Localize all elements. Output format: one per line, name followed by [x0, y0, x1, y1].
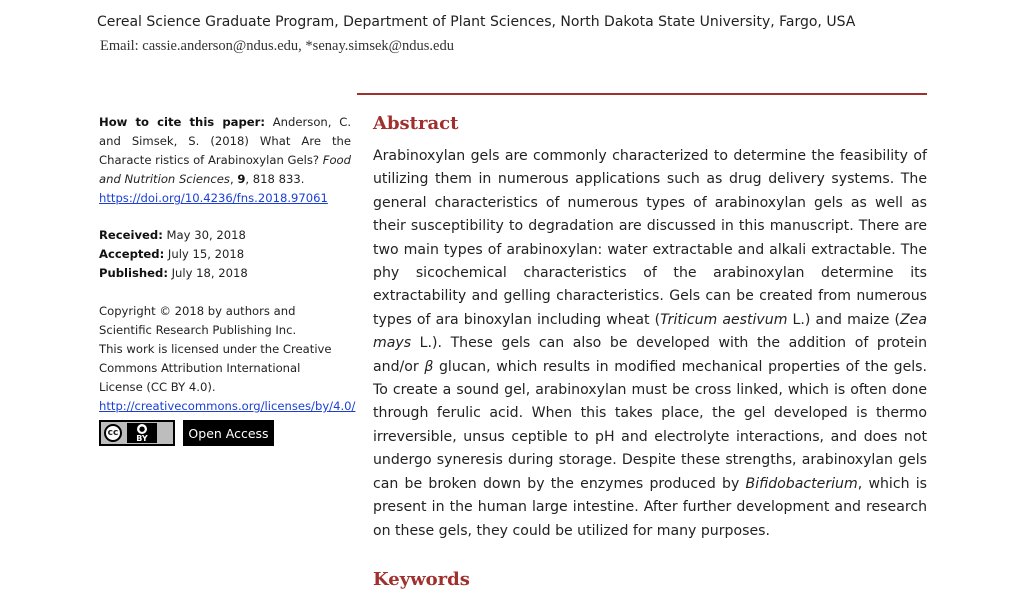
accepted-date: July 15, 2018 [167, 247, 245, 261]
article-info-sidebar [99, 113, 356, 446]
license-line-3: License (CC BY 4.0). [99, 380, 216, 394]
attribution-icon [127, 423, 157, 443]
species-wheat: Triticum aestivum [660, 311, 788, 328]
license-line-1: This work is licensed under the Creative [99, 342, 332, 356]
license-link[interactable]: http://creativecommons.org/licenses/by/4.0/ [99, 399, 356, 413]
affiliation: Cereal Science Graduate Program, Department of Plant Sciences, North Dakota State University, Fargo, USA [97, 14, 856, 30]
species-maize: Zea mays [373, 311, 927, 352]
abstract-part-1: Arabinoxylan gels are commonly characterized to determine the feasibility of utilizing them in numerous applications such as drug delivery systems. The general characteristics of numerous types of arabinoxylan gels as well as their susceptibility to degradation are discussed in this manuscript. There are two main types of arabinoxylan: water extractable and alkali extractable. The phy sicochemical characteristics of the arabinoxylan determine its extractability and gelling characteristics. Gels can be created from numerous types of ara binoxylan including wheat ( [373, 148, 927, 328]
volume: 9 [237, 172, 246, 186]
open-access-badge[interactable]: Open Access [183, 420, 274, 446]
license-badges [99, 420, 351, 446]
abstract-part-5: , which is present in the human large intestine. After further development and research on these gels, they could be utilized for many purposes. [373, 475, 927, 539]
received-date: May 30, 2018 [166, 228, 246, 242]
accepted-label: Accepted: [99, 247, 165, 261]
abstract-text [373, 145, 927, 543]
journal-name: Food and Nutrition Sciences [99, 153, 352, 186]
copyright-line-2: Scientific Research Publishing Inc. [99, 323, 297, 337]
abstract-part-4: glucan, which results in modified mechanical properties of the gels. To create a sound gel, arabinoxylan must be cross linked, which is often done through ferulic acid. When this takes place, the gel developed is thermo irreversible, unsus ceptible to pH and electrolyte interactions, and does not undergo syneresis during storage. Despite these strengths, arabinoxylan gels can be broken down by the enzymes produced by [373, 358, 927, 492]
page-range: , 818 833. [245, 172, 305, 186]
copyright-line-1: Copyright © 2018 by authors and [99, 304, 296, 318]
bacterium-name: Bifidobacterium [745, 475, 858, 492]
keywords-heading: Keywords [373, 569, 470, 590]
published-label: Published: [99, 266, 168, 280]
license-line-2: Commons Attribution International [99, 361, 301, 375]
citation-text: Anderson, C. and Simsek, S. (2018) What Are the Characte ristics of Arabinoxylan Gels? [99, 115, 352, 167]
section-divider [357, 93, 927, 95]
citation: How to cite this paper: Anderson, C. and Simsek, S. (2018) What Are the Characte ristics of Arabinoxylan Gels? Food and Nutrition Sciences, 9, 818 833. https://doi.org/10.4236/fns.2018.97061 [99, 115, 352, 205]
by-label: BY [136, 433, 148, 443]
citation-label: How to cite this paper: [99, 115, 265, 129]
cc-by-badge[interactable] [99, 420, 175, 446]
doi-link[interactable]: https://doi.org/10.4236/fns.2018.97061 [99, 191, 328, 205]
abstract-heading: Abstract [373, 113, 459, 134]
person-icon: ● [138, 424, 146, 433]
publication-dates [99, 226, 351, 283]
beta-symbol: β [424, 358, 434, 375]
abstract-part-2: L.) and maize ( [787, 311, 901, 328]
abstract-part-3: L.). These gels can also be developed with the addition of protein and/or [373, 335, 927, 375]
received-label: Received: [99, 228, 163, 242]
published-date: July 18, 2018 [171, 266, 248, 280]
creative-commons-icon: cc [104, 424, 122, 442]
author-emails: Email: cassie.anderson@ndus.edu, *senay.simsek@ndus.edu [100, 38, 454, 54]
copyright-notice [99, 302, 356, 416]
